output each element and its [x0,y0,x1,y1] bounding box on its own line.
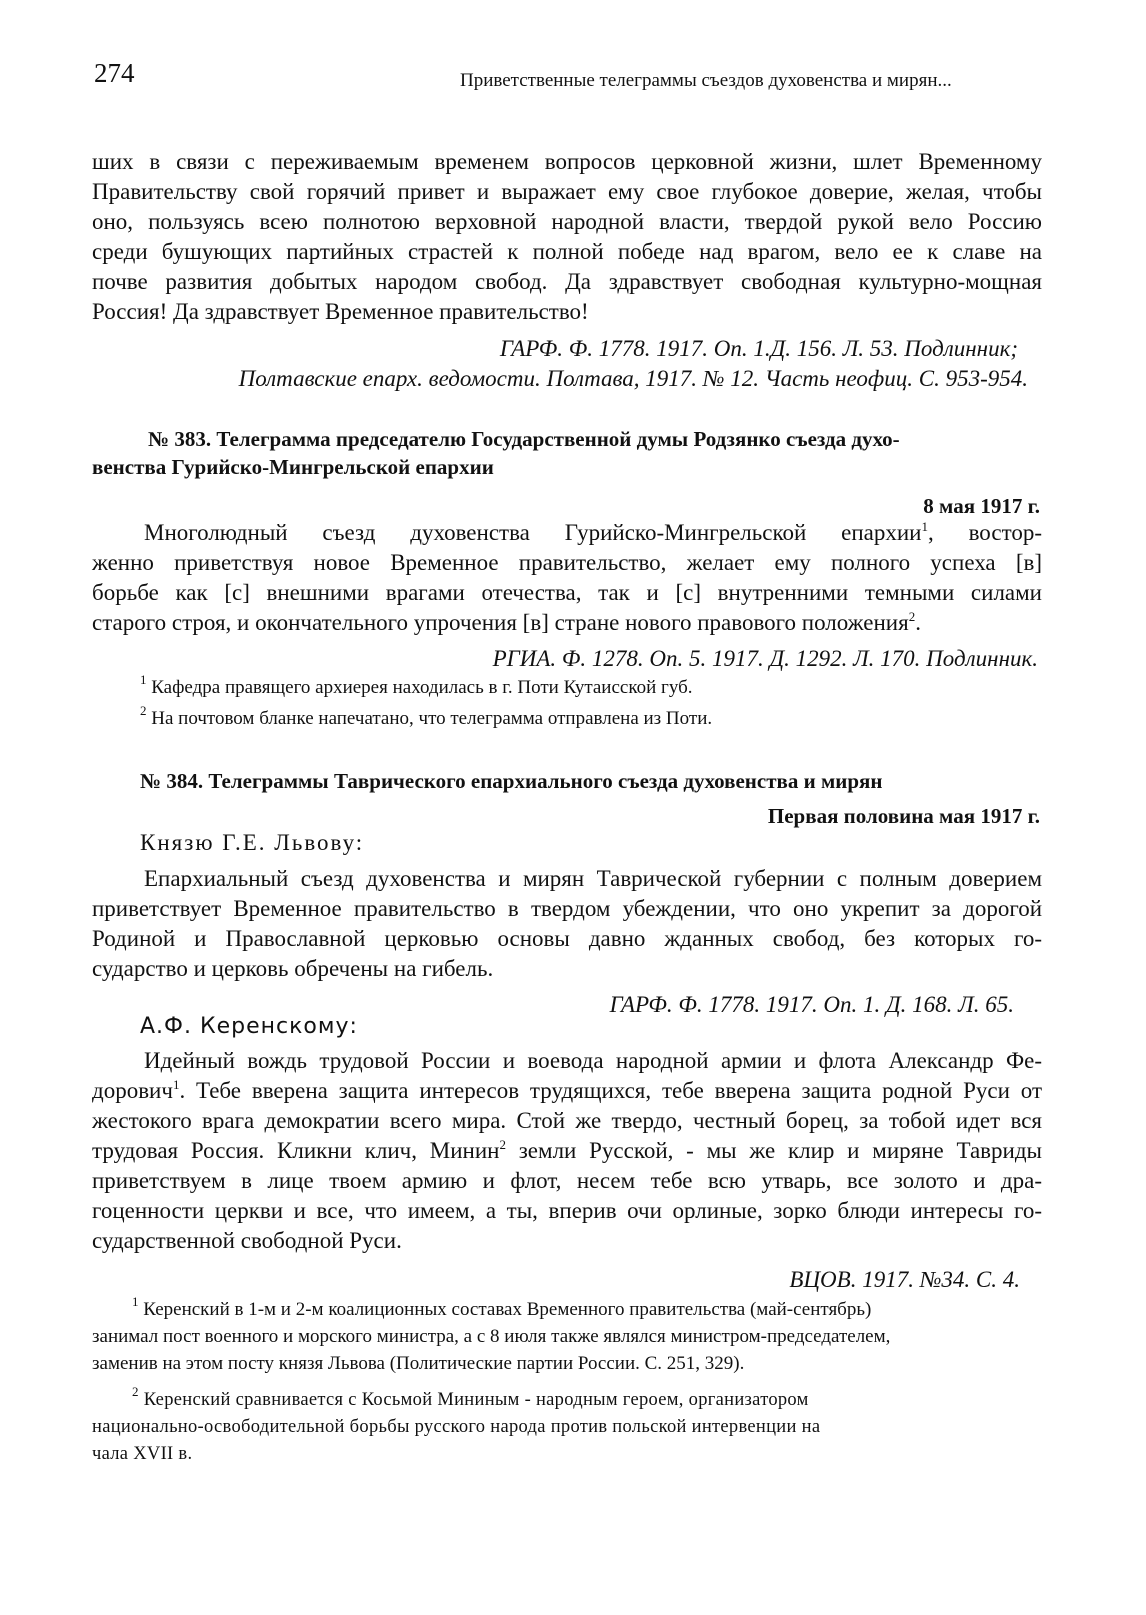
document-384-title: № 384. Телеграммы Таврического епархиального съезда духовенства и мирян [140,769,883,793]
document-383-footnote: $^1$ Кафедра правящего архиерея находилась в г. Поти Кутаисской губ. [140,672,693,698]
text-line: среди бушующих партийных страстей к полной победе над врагом, вело ее к славе на [92,239,1042,264]
continuation-text [92,147,1042,327]
document-384-text-1 [92,864,1042,984]
document-384-footnote-2 [92,1384,1042,1468]
text-line: борьбе как [с] внешними врагами отечества, так и [с] внутренними темными силами [92,580,1042,605]
document-383-date: 8 мая 1917 г. [923,494,1040,518]
addressee-kerensky: А.Ф. Керенскому: [140,1014,358,1039]
text-line: сударственной свободной Руси. [92,1228,402,1253]
text-line: жестокого врага демократии всего мира. Стой же твердо, честный борец, за тобой идет вся [92,1108,1042,1133]
document-384-date: Первая половина мая 1917 г. [767,804,1040,828]
text-line: сударство и церковь обречены на гибель. [92,956,494,981]
text-line: Многолюдный съезд духовенства Гурийско-Мингрельской епархии$^1$, востор- [144,519,1042,545]
footnote-line: чала XVII в. [92,1444,193,1464]
text-line: Правительству свой горячий привет и выражает ему свое глубокое доверие, желая, чтобы [92,179,1042,204]
footnote-line: $^2$ Керенский сравнивается с Косьмой Мининым - народным героем, организатором [132,1384,809,1410]
text-line: Родиной и Православной церковью основы давно жданных свобод, без которых го- [92,926,1042,951]
title-line: № 383. Телеграмма председателю Государственной думы Родзянко съезда духо- [148,427,900,451]
source-line: Полтавские епарх. ведомости. Полтава, 1917. № 12. Часть неофиц. С. 953-954. [238,366,1028,391]
text-line: дорович$^1$. Тебе вверена защита интересов трудящихся, тебе вверена защита родной Руси от [92,1077,1042,1103]
text-line: приветствуем в лице твоем армию и флот, несем тебе всю утварь, все золото и дра- [92,1168,1042,1193]
text-line: почве развития добытых народом свобод. Да здравствует свободная культурно-мощная [92,269,1042,294]
source-line: ГАРФ. Ф. 1778. 1917. Оп. 1.Д. 156. Л. 53. Подлинник; [499,336,1018,361]
document-384-source-2: ВЦОВ. 1917. №34. С. 4. [789,1267,1020,1292]
text-line: Идейный вождь трудовой России и воевода народной армии и флота Александр Фе- [144,1048,1042,1073]
text-line: гоценности церкви и все, что имеем, а ты, вперив очи орлиные, зорко блюди интересы го- [92,1198,1042,1223]
text-line: Епархиальный съезд духовенства и мирян Таврической губернии с полным доверием [144,866,1042,891]
footnote-ref: 1 [172,1077,180,1092]
text-line: старого строя, и окончательного упрочения [в] стране нового правового положения$^2$. [92,609,921,635]
document-383-text [92,518,1042,638]
running-header: Приветственные телеграммы съездов духовенства и мирян... [460,70,952,91]
footnote-line: заменив на этом посту князя Львова (Политические партии России. С. 251, 329). [92,1353,745,1374]
text-line: трудовая Россия. Кликни клич, Минин$^2$ земли Русской, - мы же клир и миряне Тавриды [92,1137,1043,1163]
footnote-ref: 2 [499,1137,506,1152]
addressee-lvov: Князю Г.Е. Львову: [140,830,365,855]
text-line: приветствует Временное правительство в твердом убеждении, что оно укрепит за дорогой [92,896,1042,921]
footnote-line: $^1$ Керенский в 1-м и 2-м коалиционных составах Временного правительства (май-сентябрь) [132,1294,872,1320]
document-384-source-1: ГАРФ. Ф. 1778. 1917. Оп. 1. Д. 168. Л. 65. [609,992,1014,1017]
footnote-line: национально-освободительной борьбы русского народа против польской интервенции на [92,1417,821,1437]
source-citation [92,334,1028,394]
text-line: оно, пользуясь всею полнотою верховной народной власти, твердой рукой вело Россию [92,209,1042,234]
footnote-ref: 1 [921,519,928,534]
footnote-line: занимал пост военного и морского министра, а с 8 июля также являлся министром-председателем, [92,1326,891,1347]
document-384-footnote-1 [92,1296,1042,1377]
document-383-source: РГИА. Ф. 1278. Оп. 5. 1917. Д. 1292. Л. 170. Подлинник. [492,646,1038,671]
text-line: Россия! Да здравствует Временное правительство! [92,299,589,324]
document-383-title [92,425,1040,481]
page-number: 274 [94,58,135,88]
text-line: ших в связи с переживаемым временем вопросов церковной жизни, шлет Временному [92,149,1042,174]
text-line: женно приветствуя новое Временное правительство, желает ему полного успеха [в] [92,550,1042,575]
footnote-ref: 2 [908,609,916,624]
document-383-footnote: $^2$ На почтовом бланке напечатано, что телеграмма отправлена из Поти. [140,703,713,729]
document-384-text-2 [92,1046,1042,1256]
title-line: венства Гурийско-Мингрельской епархии [92,455,494,479]
